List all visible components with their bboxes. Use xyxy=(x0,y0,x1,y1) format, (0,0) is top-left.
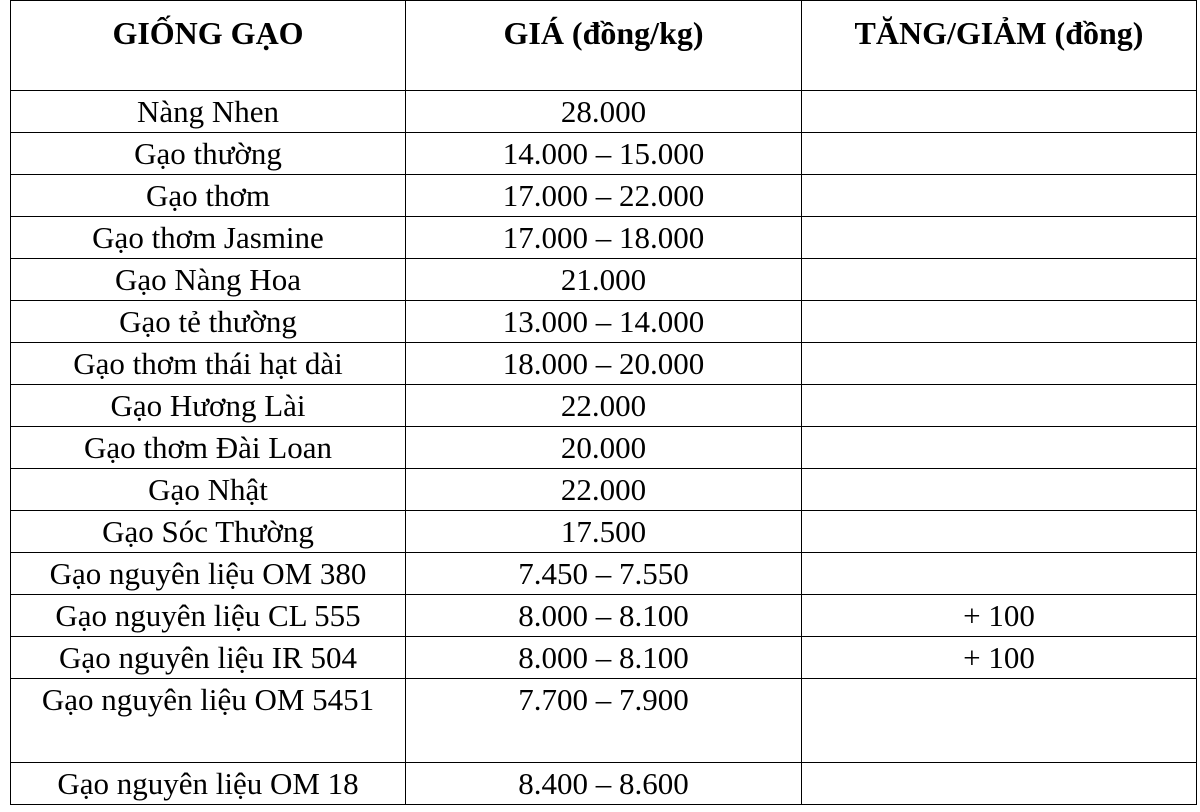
table-row xyxy=(11,469,1197,511)
table-row xyxy=(11,133,1197,175)
variety-cell: Nàng Nhen xyxy=(11,91,406,133)
table-row xyxy=(11,91,1197,133)
change-cell: + 100 xyxy=(802,637,1197,679)
price-cell: 8.400 – 8.600 xyxy=(406,763,802,805)
variety-cell: Gạo nguyên liệu OM 5451 xyxy=(11,679,406,763)
table-row xyxy=(11,763,1197,805)
price-cell: 17.500 xyxy=(406,511,802,553)
price-cell: 7.450 – 7.550 xyxy=(406,553,802,595)
change-cell xyxy=(802,553,1197,595)
variety-cell: Gạo nguyên liệu OM 380 xyxy=(11,553,406,595)
change-cell xyxy=(802,427,1197,469)
table-row xyxy=(11,553,1197,595)
price-cell: 7.700 – 7.900 xyxy=(406,679,802,763)
change-cell xyxy=(802,679,1197,763)
variety-cell: Gạo nguyên liệu IR 504 xyxy=(11,637,406,679)
column-header-change: TĂNG/GIẢM (đồng) xyxy=(802,1,1197,91)
price-cell: 22.000 xyxy=(406,385,802,427)
table-row xyxy=(11,217,1197,259)
change-cell xyxy=(802,301,1197,343)
change-cell xyxy=(802,217,1197,259)
variety-cell: Gạo Nàng Hoa xyxy=(11,259,406,301)
price-cell: 17.000 – 22.000 xyxy=(406,175,802,217)
price-cell: 20.000 xyxy=(406,427,802,469)
change-cell xyxy=(802,259,1197,301)
table-row xyxy=(11,385,1197,427)
table-row xyxy=(11,679,1197,763)
price-cell: 17.000 – 18.000 xyxy=(406,217,802,259)
table-row xyxy=(11,343,1197,385)
table-row xyxy=(11,259,1197,301)
variety-cell: Gạo tẻ thường xyxy=(11,301,406,343)
variety-cell: Gạo Sóc Thường xyxy=(11,511,406,553)
price-cell: 22.000 xyxy=(406,469,802,511)
table-row xyxy=(11,595,1197,637)
price-cell: 18.000 – 20.000 xyxy=(406,343,802,385)
change-cell xyxy=(802,343,1197,385)
variety-cell: Gạo thơm Đài Loan xyxy=(11,427,406,469)
change-cell xyxy=(802,175,1197,217)
change-cell xyxy=(802,133,1197,175)
price-cell: 21.000 xyxy=(406,259,802,301)
variety-cell: Gạo thơm thái hạt dài xyxy=(11,343,406,385)
change-cell xyxy=(802,385,1197,427)
table-row xyxy=(11,175,1197,217)
column-header-price: GIÁ (đồng/kg) xyxy=(406,1,802,91)
change-cell xyxy=(802,91,1197,133)
price-cell: 8.000 – 8.100 xyxy=(406,637,802,679)
price-cell: 8.000 – 8.100 xyxy=(406,595,802,637)
price-cell: 14.000 – 15.000 xyxy=(406,133,802,175)
variety-cell: Gạo thơm xyxy=(11,175,406,217)
column-header-variety: GIỐNG GẠO xyxy=(11,1,406,91)
table-header-row xyxy=(11,1,1197,91)
rice-price-table xyxy=(10,0,1197,805)
variety-cell: Gạo Hương Lài xyxy=(11,385,406,427)
change-cell xyxy=(802,763,1197,805)
table-row xyxy=(11,301,1197,343)
table-row xyxy=(11,511,1197,553)
change-cell xyxy=(802,469,1197,511)
price-cell: 13.000 – 14.000 xyxy=(406,301,802,343)
table-row xyxy=(11,427,1197,469)
variety-cell: Gạo nguyên liệu CL 555 xyxy=(11,595,406,637)
table-row xyxy=(11,637,1197,679)
variety-cell: Gạo nguyên liệu OM 18 xyxy=(11,763,406,805)
price-cell: 28.000 xyxy=(406,91,802,133)
change-cell xyxy=(802,511,1197,553)
variety-cell: Gạo Nhật xyxy=(11,469,406,511)
variety-cell: Gạo thường xyxy=(11,133,406,175)
change-cell: + 100 xyxy=(802,595,1197,637)
variety-cell: Gạo thơm Jasmine xyxy=(11,217,406,259)
